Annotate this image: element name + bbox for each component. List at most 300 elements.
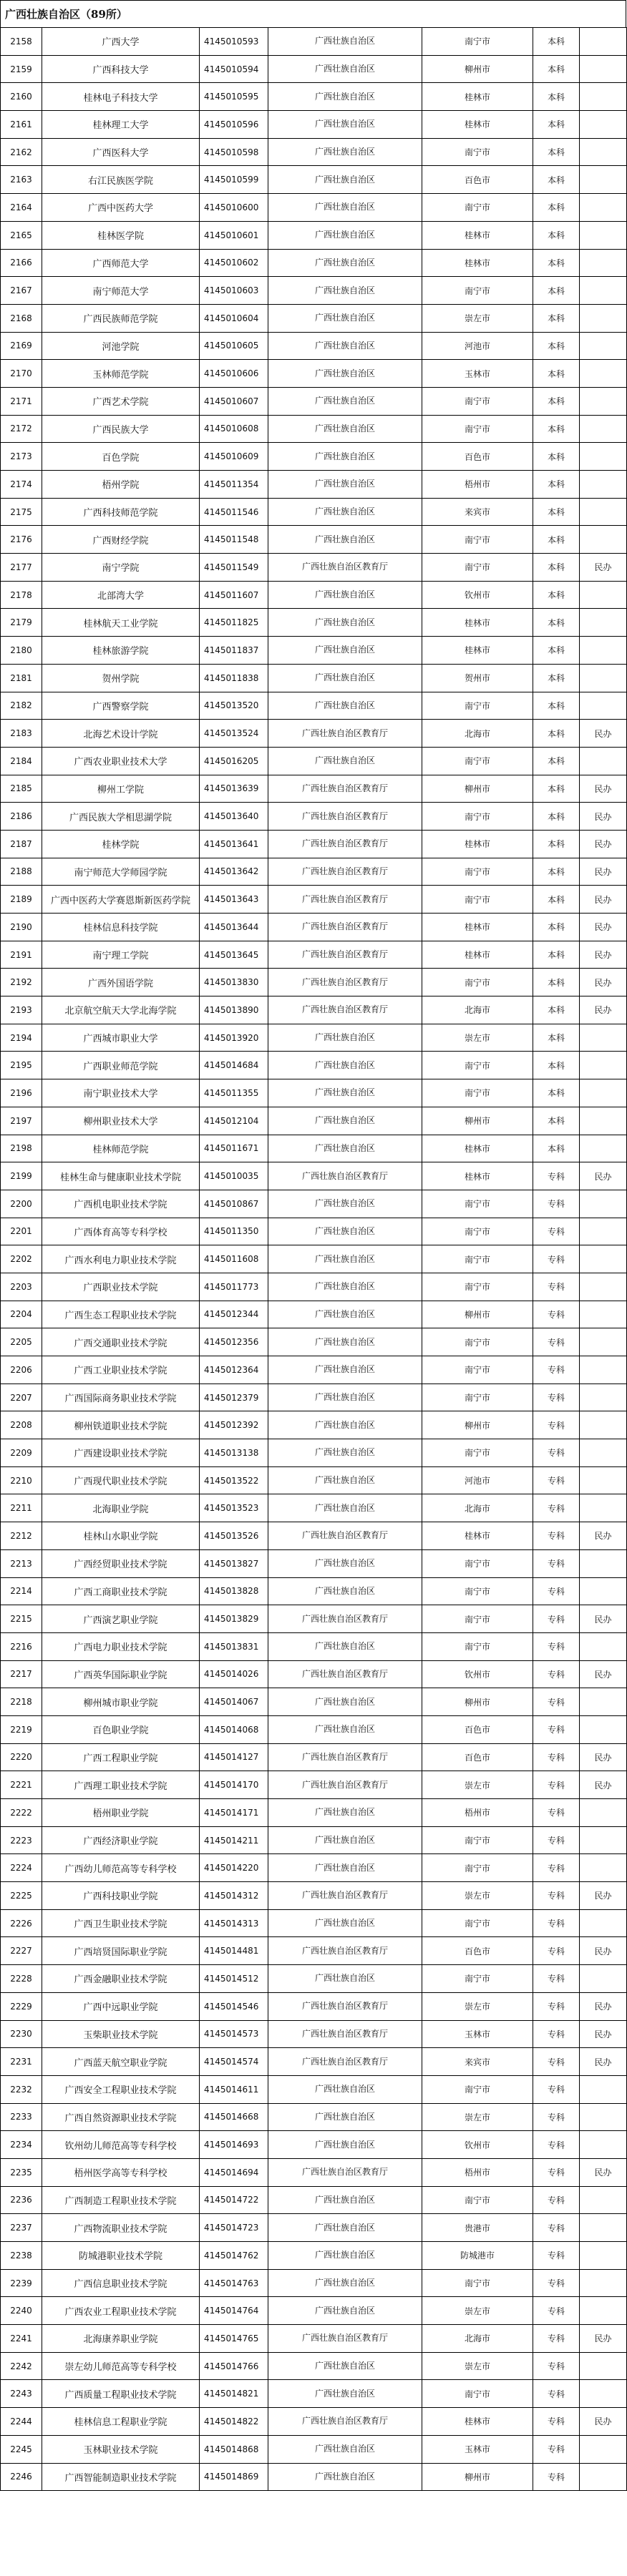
city: 南宁市 xyxy=(422,1052,533,1079)
department: 广西壮族自治区 xyxy=(268,221,422,249)
school-name: 玉柴职业技术学院 xyxy=(42,2020,200,2048)
city: 防城港市 xyxy=(422,2242,533,2270)
row-index: 2211 xyxy=(1,1494,42,1522)
row-index: 2208 xyxy=(1,1411,42,1439)
remark xyxy=(580,28,627,56)
department: 广西壮族自治区教育厅 xyxy=(268,554,422,582)
city: 桂林市 xyxy=(422,249,533,277)
city: 桂林市 xyxy=(422,1522,533,1550)
row-index: 2229 xyxy=(1,1992,42,2020)
table-row xyxy=(1,166,627,194)
table-title: 广西壮族自治区（89所） xyxy=(0,0,626,27)
school-name: 广西电力职业技术学院 xyxy=(42,1632,200,1660)
city: 南宁市 xyxy=(422,2075,533,2103)
department: 广西壮族自治区 xyxy=(268,1909,422,1937)
school-code: 4145011773 xyxy=(200,1273,268,1301)
remark xyxy=(580,1799,627,1827)
table-row xyxy=(1,221,627,249)
row-index: 2183 xyxy=(1,720,42,748)
school-name: 桂林电子科技大学 xyxy=(42,83,200,111)
row-index: 2184 xyxy=(1,747,42,775)
city: 柳州市 xyxy=(422,1411,533,1439)
school-code: 4145014763 xyxy=(200,2269,268,2297)
school-name: 南宁理工学院 xyxy=(42,941,200,969)
remark xyxy=(580,249,627,277)
row-index: 2212 xyxy=(1,1522,42,1550)
row-index: 2216 xyxy=(1,1632,42,1660)
school-code: 4145010606 xyxy=(200,360,268,388)
row-index: 2244 xyxy=(1,2408,42,2436)
school-name: 桂林旅游学院 xyxy=(42,637,200,665)
city: 桂林市 xyxy=(422,221,533,249)
table-row xyxy=(1,1882,627,1910)
row-index: 2218 xyxy=(1,1688,42,1716)
row-index: 2190 xyxy=(1,914,42,941)
school-name: 广西自然资源职业技术学院 xyxy=(42,2103,200,2131)
school-code: 4145011354 xyxy=(200,471,268,499)
level: 本科 xyxy=(533,554,580,582)
city: 南宁市 xyxy=(422,277,533,305)
school-code: 4145012364 xyxy=(200,1356,268,1384)
level: 专科 xyxy=(533,2048,580,2076)
remark xyxy=(580,1411,627,1439)
department: 广西壮族自治区 xyxy=(268,1494,422,1522)
row-index: 2175 xyxy=(1,498,42,526)
remark xyxy=(580,1715,627,1743)
department: 广西壮族自治区 xyxy=(268,415,422,443)
remark xyxy=(580,277,627,305)
row-index: 2227 xyxy=(1,1937,42,1965)
school-name: 桂林航天工业学院 xyxy=(42,609,200,637)
table-row xyxy=(1,1273,627,1301)
row-index: 2204 xyxy=(1,1301,42,1328)
remark: 民办 xyxy=(580,1522,627,1550)
department: 广西壮族自治区 xyxy=(268,2435,422,2463)
school-name: 北京航空航天大学北海学院 xyxy=(42,996,200,1024)
row-index: 2205 xyxy=(1,1328,42,1356)
table-row xyxy=(1,138,627,166)
level: 本科 xyxy=(533,360,580,388)
table-row xyxy=(1,2075,627,2103)
remark: 民办 xyxy=(580,858,627,886)
remark xyxy=(580,83,627,111)
table-row xyxy=(1,2131,627,2159)
remark xyxy=(580,609,627,637)
school-code: 4145010593 xyxy=(200,28,268,56)
remark xyxy=(580,1024,627,1052)
city: 来宾市 xyxy=(422,498,533,526)
table-row xyxy=(1,1107,627,1135)
table-row xyxy=(1,1439,627,1467)
department: 广西壮族自治区教育厅 xyxy=(268,1771,422,1799)
school-code: 4145014127 xyxy=(200,1743,268,1771)
school-code: 4145014869 xyxy=(200,2463,268,2491)
department: 广西壮族自治区 xyxy=(268,471,422,499)
school-name: 北海艺术设计学院 xyxy=(42,720,200,748)
school-name: 广西工程职业学院 xyxy=(42,1743,200,1771)
school-name: 广西制造工程职业技术学院 xyxy=(42,2186,200,2214)
table-row xyxy=(1,747,627,775)
table-row xyxy=(1,249,627,277)
school-name: 百色职业学院 xyxy=(42,1715,200,1743)
level: 本科 xyxy=(533,55,580,83)
school-code: 4145014546 xyxy=(200,1992,268,2020)
department: 广西壮族自治区 xyxy=(268,360,422,388)
school-code: 4145010598 xyxy=(200,138,268,166)
level: 本科 xyxy=(533,941,580,969)
school-name: 北海职业学院 xyxy=(42,1494,200,1522)
row-index: 2210 xyxy=(1,1466,42,1494)
school-name: 广西信息职业技术学院 xyxy=(42,2269,200,2297)
remark xyxy=(580,1052,627,1079)
row-index: 2191 xyxy=(1,941,42,969)
remark: 民办 xyxy=(580,2325,627,2353)
level: 专科 xyxy=(533,1494,580,1522)
remark: 民办 xyxy=(580,1605,627,1633)
level: 本科 xyxy=(533,720,580,748)
city: 南宁市 xyxy=(422,1632,533,1660)
city: 钦州市 xyxy=(422,2131,533,2159)
remark: 民办 xyxy=(580,886,627,914)
row-index: 2199 xyxy=(1,1162,42,1190)
remark xyxy=(580,1328,627,1356)
level: 专科 xyxy=(533,1522,580,1550)
department: 广西壮族自治区教育厅 xyxy=(268,1605,422,1633)
remark: 民办 xyxy=(580,969,627,996)
remark xyxy=(580,637,627,665)
city: 南宁市 xyxy=(422,1273,533,1301)
remark xyxy=(580,1577,627,1605)
department: 广西壮族自治区 xyxy=(268,1328,422,1356)
remark: 民办 xyxy=(580,1882,627,1910)
city: 桂林市 xyxy=(422,637,533,665)
department: 广西壮族自治区教育厅 xyxy=(268,1660,422,1688)
school-name: 广西国际商务职业技术学院 xyxy=(42,1384,200,1411)
school-name: 南宁职业技术大学 xyxy=(42,1079,200,1107)
remark xyxy=(580,1107,627,1135)
school-name: 广西交通职业技术学院 xyxy=(42,1328,200,1356)
school-code: 4145013830 xyxy=(200,969,268,996)
school-name: 柳州工学院 xyxy=(42,775,200,803)
table-row xyxy=(1,1549,627,1577)
table-row xyxy=(1,1992,627,2020)
city: 钦州市 xyxy=(422,581,533,609)
level: 专科 xyxy=(533,2435,580,2463)
level: 专科 xyxy=(533,1854,580,1882)
remark: 民办 xyxy=(580,803,627,831)
city: 南宁市 xyxy=(422,1854,533,1882)
school-name: 广西师范大学 xyxy=(42,249,200,277)
school-code: 4145010596 xyxy=(200,111,268,139)
school-code: 4145014822 xyxy=(200,2408,268,2436)
school-name: 广西职业技术学院 xyxy=(42,1273,200,1301)
department: 广西壮族自治区 xyxy=(268,1826,422,1854)
row-index: 2238 xyxy=(1,2242,42,2270)
level: 专科 xyxy=(533,2214,580,2242)
school-name: 广西警察学院 xyxy=(42,692,200,720)
school-code: 4145013645 xyxy=(200,941,268,969)
table-row xyxy=(1,1328,627,1356)
city: 南宁市 xyxy=(422,2269,533,2297)
school-name: 广西演艺职业学院 xyxy=(42,1605,200,1633)
table-row xyxy=(1,443,627,471)
table-row xyxy=(1,2463,627,2491)
school-code: 4145014026 xyxy=(200,1660,268,1688)
city: 崇左市 xyxy=(422,304,533,332)
city: 柳州市 xyxy=(422,775,533,803)
school-code: 4145014170 xyxy=(200,1771,268,1799)
row-index: 2171 xyxy=(1,387,42,415)
table-row xyxy=(1,1024,627,1052)
school-name: 广西金融职业技术学院 xyxy=(42,1965,200,1993)
city: 河池市 xyxy=(422,1466,533,1494)
school-name: 广西经济职业学院 xyxy=(42,1826,200,1854)
department: 广西壮族自治区 xyxy=(268,747,422,775)
city: 玉林市 xyxy=(422,2435,533,2463)
remark: 民办 xyxy=(580,830,627,858)
remark: 民办 xyxy=(580,996,627,1024)
table-row xyxy=(1,886,627,914)
level: 专科 xyxy=(533,1190,580,1218)
department: 广西壮族自治区教育厅 xyxy=(268,830,422,858)
level: 专科 xyxy=(533,1273,580,1301)
level: 专科 xyxy=(533,2158,580,2186)
school-name: 广西城市职业大学 xyxy=(42,1024,200,1052)
school-code: 4145012104 xyxy=(200,1107,268,1135)
row-index: 2215 xyxy=(1,1605,42,1633)
level: 本科 xyxy=(533,221,580,249)
remark xyxy=(580,1909,627,1937)
city: 南宁市 xyxy=(422,2380,533,2408)
school-name: 广西理工职业技术学院 xyxy=(42,1771,200,1799)
table-row xyxy=(1,1466,627,1494)
row-index: 2193 xyxy=(1,996,42,1024)
level: 本科 xyxy=(533,304,580,332)
level: 专科 xyxy=(533,2103,580,2131)
table-row xyxy=(1,1632,627,1660)
remark xyxy=(580,2269,627,2297)
table-row xyxy=(1,969,627,996)
department: 广西壮族自治区 xyxy=(268,1799,422,1827)
school-code: 4145013520 xyxy=(200,692,268,720)
school-code: 4145014481 xyxy=(200,1937,268,1965)
table-row xyxy=(1,1605,627,1633)
school-code: 4145014723 xyxy=(200,2214,268,2242)
level: 专科 xyxy=(533,1992,580,2020)
level: 专科 xyxy=(533,1162,580,1190)
row-index: 2231 xyxy=(1,2048,42,2076)
row-index: 2194 xyxy=(1,1024,42,1052)
table-row xyxy=(1,2158,627,2186)
city: 南宁市 xyxy=(422,969,533,996)
remark xyxy=(580,2435,627,2463)
department: 广西壮族自治区 xyxy=(268,166,422,194)
school-name: 河池学院 xyxy=(42,332,200,360)
remark xyxy=(580,1245,627,1273)
level: 本科 xyxy=(533,581,580,609)
school-code: 4145010602 xyxy=(200,249,268,277)
level: 本科 xyxy=(533,277,580,305)
city: 南宁市 xyxy=(422,526,533,554)
department: 广西壮族自治区教育厅 xyxy=(268,2158,422,2186)
city: 贺州市 xyxy=(422,664,533,692)
school-name: 广西安全工程职业技术学院 xyxy=(42,2075,200,2103)
table-row xyxy=(1,1660,627,1688)
department: 广西壮族自治区 xyxy=(268,277,422,305)
school-code: 4145011355 xyxy=(200,1079,268,1107)
school-code: 4145011608 xyxy=(200,1245,268,1273)
department: 广西壮族自治区教育厅 xyxy=(268,775,422,803)
level: 专科 xyxy=(533,1743,580,1771)
school-name: 桂林学院 xyxy=(42,830,200,858)
table-row xyxy=(1,830,627,858)
table-row xyxy=(1,2408,627,2436)
school-code: 4145010035 xyxy=(200,1162,268,1190)
school-name: 广西中远职业学院 xyxy=(42,1992,200,2020)
school-name: 广西蓝天航空职业学院 xyxy=(42,2048,200,2076)
department: 广西壮族自治区 xyxy=(268,609,422,637)
city: 梧州市 xyxy=(422,471,533,499)
remark: 民办 xyxy=(580,941,627,969)
level: 专科 xyxy=(533,2352,580,2380)
table-row xyxy=(1,775,627,803)
level: 本科 xyxy=(533,914,580,941)
level: 专科 xyxy=(533,1799,580,1827)
department: 广西壮族自治区 xyxy=(268,2186,422,2214)
remark: 民办 xyxy=(580,2408,627,2436)
city: 崇左市 xyxy=(422,2103,533,2131)
city: 梧州市 xyxy=(422,2158,533,2186)
table-row xyxy=(1,2325,627,2353)
city: 柳州市 xyxy=(422,1301,533,1328)
department: 广西壮族自治区 xyxy=(268,2075,422,2103)
city: 桂林市 xyxy=(422,2408,533,2436)
level: 专科 xyxy=(533,2463,580,2491)
school-name: 广西科技大学 xyxy=(42,55,200,83)
table-row xyxy=(1,332,627,360)
level: 本科 xyxy=(533,692,580,720)
table-row xyxy=(1,2103,627,2131)
row-index: 2195 xyxy=(1,1052,42,1079)
row-index: 2219 xyxy=(1,1715,42,1743)
level: 专科 xyxy=(533,1328,580,1356)
department: 广西壮族自治区 xyxy=(268,1688,422,1716)
school-code: 4145013831 xyxy=(200,1632,268,1660)
remark xyxy=(580,2297,627,2325)
row-index: 2186 xyxy=(1,803,42,831)
school-code: 4145013642 xyxy=(200,858,268,886)
city: 柳州市 xyxy=(422,1107,533,1135)
table-row xyxy=(1,2380,627,2408)
table-row xyxy=(1,360,627,388)
table-row xyxy=(1,1854,627,1882)
row-index: 2163 xyxy=(1,166,42,194)
row-index: 2236 xyxy=(1,2186,42,2214)
department: 广西壮族自治区 xyxy=(268,249,422,277)
remark xyxy=(580,2463,627,2491)
department: 广西壮族自治区 xyxy=(268,1715,422,1743)
row-index: 2192 xyxy=(1,969,42,996)
school-code: 4145016205 xyxy=(200,747,268,775)
row-index: 2179 xyxy=(1,609,42,637)
department: 广西壮族自治区 xyxy=(268,83,422,111)
row-index: 2232 xyxy=(1,2075,42,2103)
remark xyxy=(580,443,627,471)
department: 广西壮族自治区 xyxy=(268,2242,422,2270)
level: 本科 xyxy=(533,775,580,803)
school-code: 4145013524 xyxy=(200,720,268,748)
school-code: 4145013644 xyxy=(200,914,268,941)
department: 广西壮族自治区 xyxy=(268,1854,422,1882)
level: 专科 xyxy=(533,1439,580,1467)
level: 本科 xyxy=(533,138,580,166)
remark: 民办 xyxy=(580,1162,627,1190)
school-name: 桂林理工大学 xyxy=(42,111,200,139)
level: 专科 xyxy=(533,1771,580,1799)
school-code: 4145014573 xyxy=(200,2020,268,2048)
table-row xyxy=(1,1301,627,1328)
city: 南宁市 xyxy=(422,1909,533,1937)
school-name: 梧州医学高等专科学校 xyxy=(42,2158,200,2186)
remark xyxy=(580,1549,627,1577)
level: 专科 xyxy=(533,2186,580,2214)
row-index: 2240 xyxy=(1,2297,42,2325)
school-name: 柳州城市职业学院 xyxy=(42,1688,200,1716)
row-index: 2226 xyxy=(1,1909,42,1937)
table-row xyxy=(1,2297,627,2325)
row-index: 2162 xyxy=(1,138,42,166)
city: 百色市 xyxy=(422,1743,533,1771)
remark xyxy=(580,2131,627,2159)
school-name: 广西质量工程职业技术学院 xyxy=(42,2380,200,2408)
level: 本科 xyxy=(533,747,580,775)
remark xyxy=(580,1494,627,1522)
level: 本科 xyxy=(533,1107,580,1135)
school-name: 广西英华国际职业学院 xyxy=(42,1660,200,1688)
school-name: 桂林信息工程职业学院 xyxy=(42,2408,200,2436)
school-code: 4145013138 xyxy=(200,1439,268,1467)
table-row xyxy=(1,2214,627,2242)
table-row xyxy=(1,1079,627,1107)
department: 广西壮族自治区 xyxy=(268,1577,422,1605)
row-index: 2214 xyxy=(1,1577,42,1605)
remark xyxy=(580,111,627,139)
table-row xyxy=(1,387,627,415)
table-row xyxy=(1,1909,627,1937)
remark xyxy=(580,2380,627,2408)
school-code: 4145010604 xyxy=(200,304,268,332)
school-code: 4145012344 xyxy=(200,1301,268,1328)
department: 广西壮族自治区教育厅 xyxy=(268,2048,422,2076)
school-code: 4145014313 xyxy=(200,1909,268,1937)
remark: 民办 xyxy=(580,2158,627,2186)
remark xyxy=(580,304,627,332)
department: 广西壮族自治区 xyxy=(268,1439,422,1467)
remark xyxy=(580,360,627,388)
school-name: 广西生态工程职业技术学院 xyxy=(42,1301,200,1328)
department: 广西壮族自治区 xyxy=(268,664,422,692)
school-name: 广西智能制造职业技术学院 xyxy=(42,2463,200,2491)
row-index: 2188 xyxy=(1,858,42,886)
school-code: 4145013920 xyxy=(200,1024,268,1052)
level: 专科 xyxy=(533,2075,580,2103)
table-row xyxy=(1,2352,627,2380)
row-index: 2217 xyxy=(1,1660,42,1688)
school-name: 广西卫生职业技术学院 xyxy=(42,1909,200,1937)
table-row xyxy=(1,2435,627,2463)
row-index: 2242 xyxy=(1,2352,42,2380)
school-name: 广西外国语学院 xyxy=(42,969,200,996)
